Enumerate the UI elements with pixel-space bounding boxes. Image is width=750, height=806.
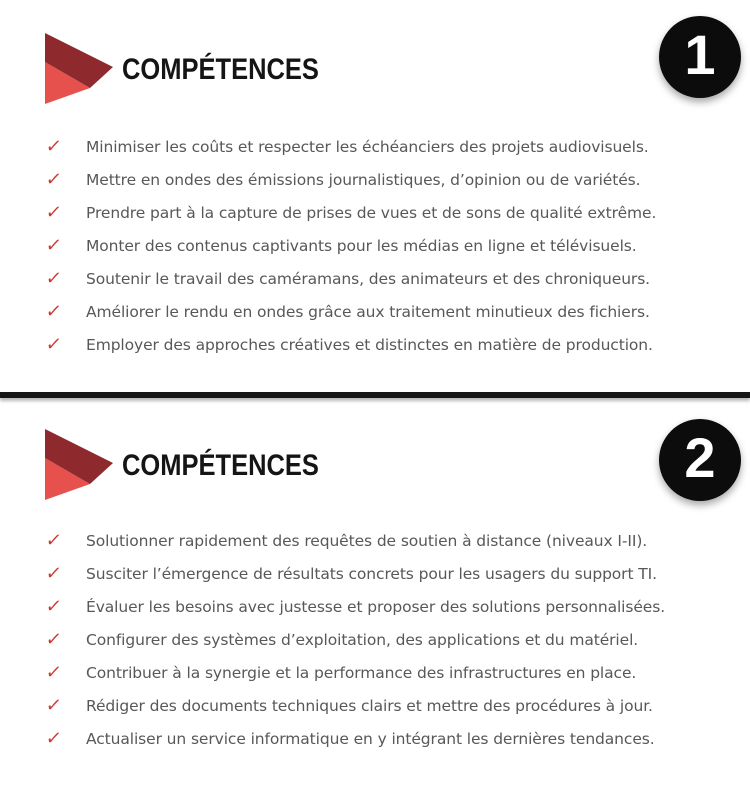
list-item	[46, 729, 750, 749]
list-item-text: Contribuer à la synergie et la performance des infrastructures en place.	[86, 664, 637, 682]
checkmark-icon: ✓	[44, 563, 64, 584]
checkmark-icon: ✓	[44, 695, 64, 716]
checkmark-icon: ✓	[44, 202, 64, 223]
checkmark-icon: ✓	[44, 629, 64, 650]
list-item-text: Actualiser un service informatique en y intégrant les dernières tendances.	[86, 730, 655, 748]
checkmark-icon: ✓	[44, 334, 64, 355]
list-item	[46, 663, 750, 683]
list-item-text: Mettre en ondes des émissions journalistiques, d’opinion ou de variétés.	[86, 171, 641, 189]
list-item-text: Évaluer les besoins avec justesse et proposer des solutions personnalisées.	[86, 598, 666, 616]
list-item	[46, 335, 750, 355]
section-title: COMPÉTENCES	[122, 448, 319, 482]
checkmark-icon: ✓	[44, 301, 64, 322]
list-item	[46, 203, 750, 223]
checkmark-icon: ✓	[44, 662, 64, 683]
list-item	[46, 170, 750, 190]
checkmark-icon: ✓	[44, 235, 64, 256]
list-item	[46, 236, 750, 256]
list-item-text: Rédiger des documents techniques clairs et mettre des procédures à jour.	[86, 697, 653, 715]
section-number-badge	[659, 419, 741, 501]
section-number: 2	[684, 426, 716, 489]
checkmark-icon: ✓	[44, 530, 64, 551]
play-arrow-logo-icon	[45, 33, 113, 106]
checkmark-icon: ✓	[44, 728, 64, 749]
list-item	[46, 137, 750, 157]
section-number: 1	[684, 23, 716, 86]
checkmark-icon: ✓	[44, 169, 64, 190]
competences-list	[0, 531, 750, 749]
competences-section-1	[0, 0, 750, 355]
section-header	[0, 398, 750, 502]
list-item-text: Susciter l’émergence de résultats concrets pour les usagers du support TI.	[86, 565, 657, 583]
list-item	[46, 696, 750, 716]
section-header	[0, 0, 750, 106]
competences-list	[0, 137, 750, 355]
list-item-text: Employer des approches créatives et distinctes en matière de production.	[86, 336, 653, 354]
list-item-text: Prendre part à la capture de prises de vues et de sons de qualité extrême.	[86, 204, 657, 222]
list-item-text: Monter des contenus captivants pour les médias en ligne et télévisuels.	[86, 237, 637, 255]
checkmark-icon: ✓	[44, 268, 64, 289]
list-item-text: Solutionner rapidement des requêtes de soutien à distance (niveaux I-II).	[86, 532, 648, 550]
list-item-text: Améliorer le rendu en ondes grâce aux traitement minutieux des fichiers.	[86, 303, 650, 321]
list-item	[46, 269, 750, 289]
list-item	[46, 302, 750, 322]
play-arrow-logo-icon	[45, 429, 113, 502]
competences-section-2	[0, 398, 750, 749]
list-item-text: Soutenir le travail des caméramans, des animateurs et des chroniqueurs.	[86, 270, 650, 288]
list-item-text: Minimiser les coûts et respecter les échéanciers des projets audiovisuels.	[86, 138, 649, 156]
checkmark-icon: ✓	[44, 596, 64, 617]
checkmark-icon: ✓	[44, 136, 64, 157]
section-title: COMPÉTENCES	[122, 52, 319, 86]
section-number-badge	[659, 16, 741, 98]
list-item	[46, 630, 750, 650]
list-item	[46, 597, 750, 617]
list-item-text: Configurer des systèmes d’exploitation, des applications et du matériel.	[86, 631, 639, 649]
list-item	[46, 531, 750, 551]
list-item	[46, 564, 750, 584]
